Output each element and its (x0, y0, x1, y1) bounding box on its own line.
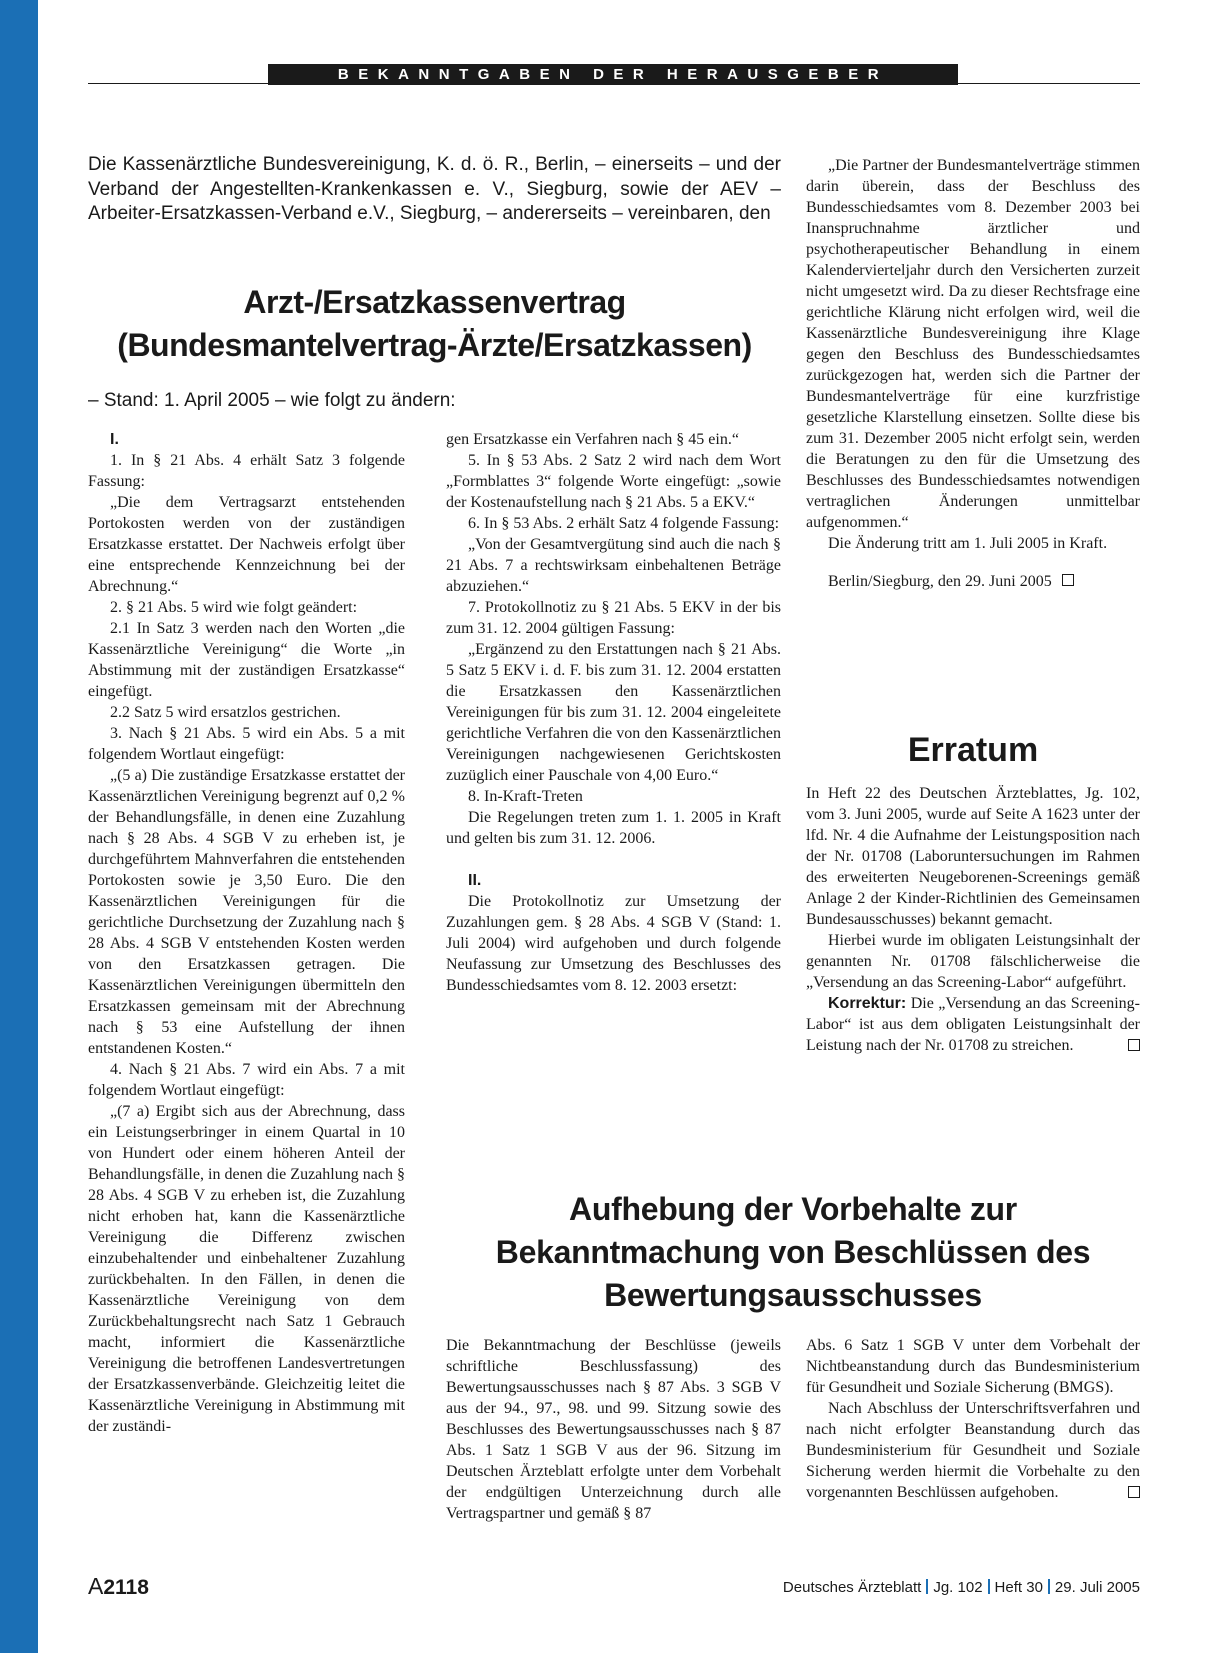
paragraph: „Ergänzend zu den Erstattungen nach § 21 Abs. 5 Satz 5 EKV i. d. F. bis zum 31. 12. 2004 erstatten die Ersatzkassen den Kassenärztlichen Vereinigungen für bis zum 31. 12. 2004 eingeleitete gerichtliche Verfahren die von den Kassenärztlichen Vereinigungen nachgewiesenen Gerichtskosten zuzüglich einer Pauschale von 4,00 Euro.“ (446, 641, 781, 784)
column-3 (806, 155, 1140, 592)
side-color-bar (0, 0, 38, 1653)
journal-date: 29. Juli 2005 (1054, 1579, 1140, 1596)
paragraph: gen Ersatzkasse ein Verfahren nach § 45 ein.“ (446, 431, 739, 448)
aufhebung-title-line2: Bekanntmachung von Beschlüssen des (495, 1234, 1091, 1270)
aufhebung-title-line1: Aufhebung der Vorbehalte zur (569, 1191, 1017, 1227)
contract-title-line2: (Bundesmantelvertrag-Ärzte/Ersatzkassen) (117, 327, 752, 363)
column-1 (88, 429, 405, 1437)
korrektur-text: Die „Versendung an das Screening-Labor“ ist aus dem obligaten Leistungsinhalt der Leistung nach der Nr. 01708 zu streichen. (806, 995, 1141, 1054)
paragraph: Die Bekanntmachung der Beschlüsse (jeweils schriftliche Beschlussfassung) des Bewertungsausschusses nach § 87 Abs. 3 SGB V aus der 94., 97., 98. und 99. Sitzung sowie des Beschlusses des Bewertungsausschusses nach § 87 Abs. 1 Satz 1 SGB V aus der 96. Sitzung im Deutschen Ärzteblatt erfolgte unter dem Vorbehalt der endgültigen Unterzeichnung durch alle Vertragspartner und gemäß § 87 (446, 1337, 781, 1522)
paragraph: In Heft 22 des Deutschen Ärzteblattes, Jg. 102, vom 3. Juni 2005, wurde auf Seite A 1623 unter der lfd. Nr. 4 die Aufnahme der Leistungsposition nach der Nr. 01708 (Laboruntersuchungen im Rahmen des erweiterten Neugeborenen-Screenings gemäß Anlage 2 der Kinder-Richtlinien des Gemeinsamen Bundesausschusses) bekannt gemacht. (806, 785, 1140, 928)
page-prefix: A (88, 1573, 104, 1599)
paragraph: „(5 a) Die zuständige Ersatzkasse erstattet der Kassenärztlichen Vereinigung begrenzt auf 0,2 % der Behandlungsfälle, in denen eine Zuzahlung nach § 28 Abs. 4 SGB V zu erheben ist, je durchgeführtem Mahnverfahren die entstehenden Portokosten sowie je 3,50 Euro. Die den Kassenärztlichen Vereinigungen für die gerichtliche Durchsetzung der Zuzahlung nach § 28 Abs. 4 SGB V entstehenden Kosten werden von den Ersatzkassen getragen. Die Kassenärztlichen Vereinigungen übermitteln den Ersatzkassen gemeinsam mit der Abrechnung nach § 53 eine Aufstellung der ihnen entstandenen Kosten.“ (88, 767, 405, 1057)
paragraph: 6. In § 53 Abs. 2 erhält Satz 4 folgende Fassung: (468, 515, 780, 532)
paragraph: „(7 a) Ergibt sich aus der Abrechnung, dass ein Leistungserbringer in einem Quartal in 10 von Hundert oder einem höheren Anteil der Behandlungsfälle, in denen die Zuzahlung nach § 28 Abs. 4 SGB V zu erheben ist, die Zuzahlung nicht erhoben hat, kann die Kassenärztliche Vereinigung die Differenz zwischen einzubehaltender und einbehaltener Zuzahlung zurückbehalten. In den Fällen, in denen die Kassenärztliche Vereinigung von dem Zurückbehaltungsrecht nach Satz 1 Gebrauch macht, informiert die Kassenärztliche Vereinigung die betroffenen Landesvertretungen der Ersatzkassenverbände. Gleichzeitig leitet die Kassenärztliche Vereinigung in Abstimmung mit der zuständi- (88, 1103, 405, 1435)
paragraph: Die Änderung tritt am 1. Juli 2005 in Kraft. (828, 535, 1108, 552)
footer-separator (988, 1579, 990, 1594)
stand-line: – Stand: 1. April 2005 – wie folgt zu ändern: (88, 390, 456, 411)
paragraph: Die Protokollnotiz zur Umsetzung der Zuzahlungen gem. § 28 Abs. 4 SGB V (Stand: 1. Juli 2004) wird aufgehoben und durch folgende Neufassung zur Umsetzung des Beschlusses des Bundesschiedsamtes vom 8. 12. 2003 ersetzt: (446, 893, 781, 994)
paragraph-text: Nach Abschluss der Unterschriftsverfahren und nach nicht erfolgter Beanstandung durch das Bundesministerium für Gesundheit und Soziale Sicherung werden hiermit die Vorbehalte zu den vorgenannten Beschlüssen aufgehoben. (806, 1400, 1140, 1501)
journal-footer (783, 1579, 1140, 1597)
paragraph: „Die Partner der Bundesmantelverträge stimmen darin überein, dass der Beschluss des Bundesschiedsamtes vom 8. Dezember 2003 bei Inanspruchnahme ärztlicher und psychotherapeutischer Behandlung in einem Kalendervierteljahr durch den Versicherten zurzeit nicht umgesetzt wird. Da zu dieser Rechtsfrage eine gerichtliche Klärung nicht erfolgen wird, weil die Kassenärztliche Bundesvereinigung ihre Klage gegen den Beschluss des Bundesschiedsamtes zurückgezogen hat, werden sich die Partner der Bundesmantelverträge für eine kurzfristige gesetzliche Klarstellung einsetzen. Sollte diese bis zum 31. Dezember 2005 nicht erfolgt sein, werden die Beratungen zu den für die Umsetzung des Beschlusses des Bundesschiedsamtes notwendigen vertraglichen Änderungen unmittelbar aufgenommen.“ (806, 157, 1140, 531)
paragraph: 1. In § 21 Abs. 4 erhält Satz 3 folgende Fassung: (88, 452, 405, 490)
journal-name: Deutsches Ärzteblatt (782, 1579, 922, 1596)
paragraph: 3. Nach § 21 Abs. 5 wird ein Abs. 5 a mit folgendem Wortlaut eingefügt: (88, 725, 405, 763)
paragraph: „Von der Gesamtvergütung sind auch die nach § 21 Abs. 7 a rechtswirksam einbehaltenen Beträge abzuziehen.“ (446, 536, 781, 595)
aufhebung-column-right (806, 1335, 1140, 1503)
paragraph: 2. § 21 Abs. 5 wird wie folgt geändert: (110, 599, 358, 616)
aufhebung-title (446, 1188, 1140, 1317)
section-header: BEKANNTGABEN DER HERAUSGEBER (268, 64, 958, 85)
page-number-value: 2118 (103, 1576, 149, 1599)
paragraph: 8. In-Kraft-Treten (468, 788, 583, 805)
paragraph: 2.2 Satz 5 wird ersatzlos gestrichen. (110, 704, 341, 721)
end-mark-icon (1128, 1486, 1140, 1498)
contract-title-line1: Arzt-/Ersatzkassenvertrag (243, 284, 626, 320)
journal-issue: Heft 30 (994, 1579, 1043, 1596)
paragraph: 4. Nach § 21 Abs. 7 wird ein Abs. 7 a mit folgendem Wortlaut eingefügt: (88, 1061, 405, 1099)
column-2 (446, 429, 781, 996)
end-mark-icon (1128, 1039, 1140, 1051)
paragraph (806, 1398, 1140, 1503)
paragraph: 7. Protokollnotiz zu § 21 Abs. 5 EKV in der bis zum 31. 12. 2004 gültigen Fassung: (446, 599, 781, 637)
intro-text: Die Kassenärztliche Bundesvereinigung, K. d. ö. R., Berlin, – einerseits – und der Verband der Angestellten-Krankenkassen e. V., Siegburg, sowie der AEV – Arbeiter-Ersatzkassen-Verband e.V., Siegburg, – andererseits – vereinbaren, den (88, 154, 781, 224)
paragraph: „Die dem Vertragsarzt entstehenden Portokosten werden von der zuständigen Ersatzkasse erstattet. Der Nachweis erfolgt über eine entsprechende Kennzeichnung bei der Abrechnung.“ (88, 494, 405, 595)
korrektur-paragraph (806, 993, 1140, 1056)
section-heading-i: I. (110, 431, 119, 448)
footer-separator (926, 1579, 928, 1594)
aufhebung-column-left (446, 1335, 781, 1524)
aufhebung-title-line3: Bewertungsausschusses (604, 1277, 982, 1313)
paragraph: 5. In § 53 Abs. 2 Satz 2 wird nach dem Wort „Formblattes 3“ folgende Worte eingefügt: „sowie der Kostenaufstellung nach § 21 Abs. 5 a EKV.“ (446, 452, 781, 511)
end-mark-icon (1062, 574, 1074, 586)
footer-separator (1048, 1579, 1050, 1594)
section-heading-ii: II. (468, 872, 482, 889)
paragraph: Hierbei wurde im obligaten Leistungsinhalt der genannten Nr. 01708 fälschlicherweise die „Versendung an das Screening-Labor“ aufgeführt. (806, 932, 1140, 991)
paragraph: 2.1 In Satz 3 werden nach den Worten „die Kassenärztliche Vereinigung“ die Worte „in Abstimmung mit der zuständigen Ersatzkasse“ eingefügt. (88, 620, 405, 700)
contract-title (88, 281, 781, 367)
paragraph: Abs. 6 Satz 1 SGB V unter dem Vorbehalt der Nichtbeanstandung durch das Bundesministerium für Gesundheit und Soziale Sicherung (BMGS). (806, 1337, 1140, 1396)
erratum-title: Erratum (907, 731, 1039, 769)
signature-text: Berlin/Siegburg, den 29. Juni 2005 (828, 573, 1052, 590)
erratum-body (806, 783, 1140, 1056)
korrektur-label: Korrektur: (828, 995, 907, 1012)
journal-volume: Jg. 102 (933, 1579, 983, 1596)
signature-line (806, 571, 1140, 592)
paragraph: Die Regelungen treten zum 1. 1. 2005 in Kraft und gelten bis zum 31. 12. 2006. (446, 809, 781, 847)
page-number (88, 1574, 149, 1600)
